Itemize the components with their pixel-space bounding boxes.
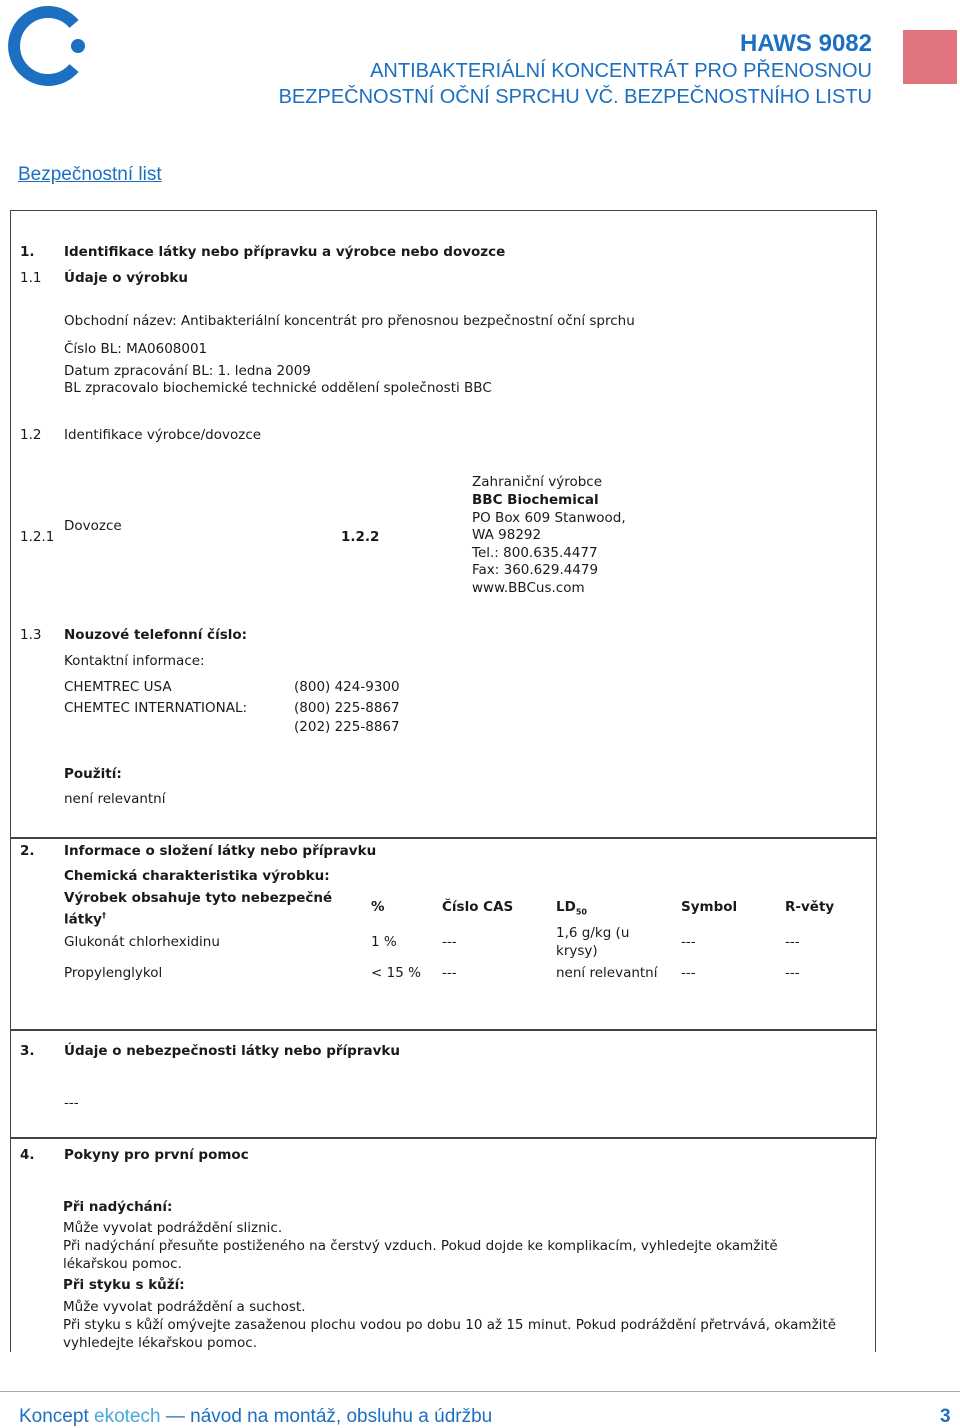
section-1-1-title: Údaje o výrobku [64,270,188,286]
bl-author: BL zpracovalo biochemické technické oddělení společnosti BBC [64,380,492,396]
table-header-cas: Číslo CAS [442,899,514,915]
section-3-number: 3. [20,1043,35,1059]
product-code: HAWS 9082 [739,30,872,57]
contact-phone: (800) 424-9300 [294,679,400,695]
section-1-2-2-number: 1.2.2 [341,529,380,545]
contact-name: CHEMTEC INTERNATIONAL: [64,700,248,716]
footer-text [19,1406,492,1428]
section-4-right-border [875,1137,876,1352]
table-header-symbol: Symbol [681,899,738,915]
footer-dash: — [165,1406,185,1427]
bl-date: Datum zpracování BL: 1. ledna 2009 [64,363,311,379]
substance-name: Glukonát chlorhexidinu [64,934,220,950]
footer-divider [0,1391,960,1392]
substance-ld50-line2: krysy) [556,943,598,959]
contact-name: CHEMTREC USA [64,679,172,695]
skin-contact-text-3: vyhledejte lékařskou pomoc. [63,1335,257,1351]
table-header-r-phrases: R-věty [785,899,835,915]
substance-percent: < 15 % [371,965,421,981]
substance-name: Propylenglykol [64,965,163,981]
manufacturer-address-2: WA 98292 [472,527,542,543]
section-3-title: Údaje o nebezpečnosti látky nebo přípravku [64,1043,401,1059]
substance-symbol: --- [681,965,696,981]
section-1-3-number: 1.3 [20,627,42,643]
substance-ld50: není relevantní [556,965,658,981]
section-1-number: 1. [20,244,35,260]
substance-r-phrases: --- [785,965,800,981]
inhalation-text-3: lékařskou pomoc. [63,1256,182,1272]
footer-manual-title: návod na montáž, obsluhu a údržbu [190,1406,493,1427]
manufacturer-fax: Fax: 360.629.4479 [472,562,599,578]
section-2-number: 2. [20,843,35,859]
section-4-left-border [10,1137,11,1352]
contact-label: Kontaktní informace: [64,653,205,669]
section-4-title: Pokyny pro první pomoc [64,1147,249,1163]
importer-label: Dovozce [64,518,122,534]
substance-cas: --- [442,965,457,981]
substance-percent: 1 % [371,934,397,950]
footer-brand-2: ekotech [94,1406,161,1427]
manufacturer-heading: Zahraniční výrobce [472,474,603,490]
use-value: není relevantní [64,791,166,807]
section-4-number: 4. [20,1147,35,1163]
corner-accent-box [903,30,957,84]
document-title[interactable]: Bezpečnostní list [18,164,162,185]
section-3-content: --- [64,1095,79,1111]
section-1-1-number: 1.1 [20,270,42,286]
header-line-2: BEZPEČNOSTNÍ OČNÍ SPRCHU VČ. BEZPEČNOSTNÍHO LISTU [278,86,872,108]
substance-r-phrases: --- [785,934,800,950]
section-1-2-title: Identifikace výrobce/dovozce [64,427,262,443]
inhalation-title: Při nadýchání: [63,1199,173,1215]
section-1-2-number: 1.2 [20,427,42,443]
skin-contact-title: Při styku s kůží: [63,1277,185,1293]
section-1-title: Identifikace látky nebo přípravku a výrobce nebo dovozce [64,244,506,260]
chem-characteristic-label: Chemická charakteristika výrobku: [64,868,330,884]
footer-brand-1: Koncept [19,1406,89,1427]
substance-ld50: 1,6 g/kg (u [556,925,630,941]
table-header-ld50: $LD_{50}$ [556,899,587,917]
manufacturer-address-1: PO Box 609 Stanwood, [472,510,626,526]
bl-number: Číslo BL: MA0608001 [64,341,208,357]
section-4-top-border [10,1137,875,1138]
table-header-substances: Výrobek obsahuje tyto nebezpečné [64,890,333,906]
table-header-percent: % [371,899,385,915]
table-header-substances-line2: látky† [64,911,106,928]
substance-symbol: --- [681,934,696,950]
trade-name: Obchodní název: Antibakteriální koncentrát pro přenosnou bezpečnostní oční sprchu [64,313,635,329]
inhalation-text-2: Při nadýchání přesuňte postiženého na čerstvý vzduch. Pokud dojde ke komplikacím, vyhledejte okamžitě [63,1238,778,1254]
section-1-box [10,210,877,839]
section-1-3-title: Nouzové telefonní číslo: [64,627,248,643]
inhalation-text-1: Může vyvolat podráždění sliznic. [63,1220,283,1236]
header-line-1: ANTIBAKTERIÁLNÍ KONCENTRÁT PRO PŘENOSNOU [370,60,872,82]
manufacturer-phone: Tel.: 800.635.4477 [472,545,598,561]
contact-phone: (202) 225-8867 [294,719,400,735]
manufacturer-website[interactable]: www.BBCus.com [472,580,585,596]
skin-contact-text-1: Může vyvolat podráždění a suchost. [63,1299,306,1315]
contact-phone: (800) 225-8867 [294,700,400,716]
section-2-title: Informace o složení látky nebo přípravku [64,843,377,859]
manufacturer-name: BBC Biochemical [472,492,599,508]
section-1-2-1-number: 1.2.1 [20,529,55,545]
skin-contact-text-2: Při styku s kůží omývejte zasaženou plochu vodou po dobu 10 až 15 minut. Pokud podráždění přetrvává, okamžitě [63,1317,837,1333]
company-logo [4,4,88,88]
use-title: Použití: [64,766,122,782]
page-number: 3 [940,1406,951,1427]
substance-cas: --- [442,934,457,950]
